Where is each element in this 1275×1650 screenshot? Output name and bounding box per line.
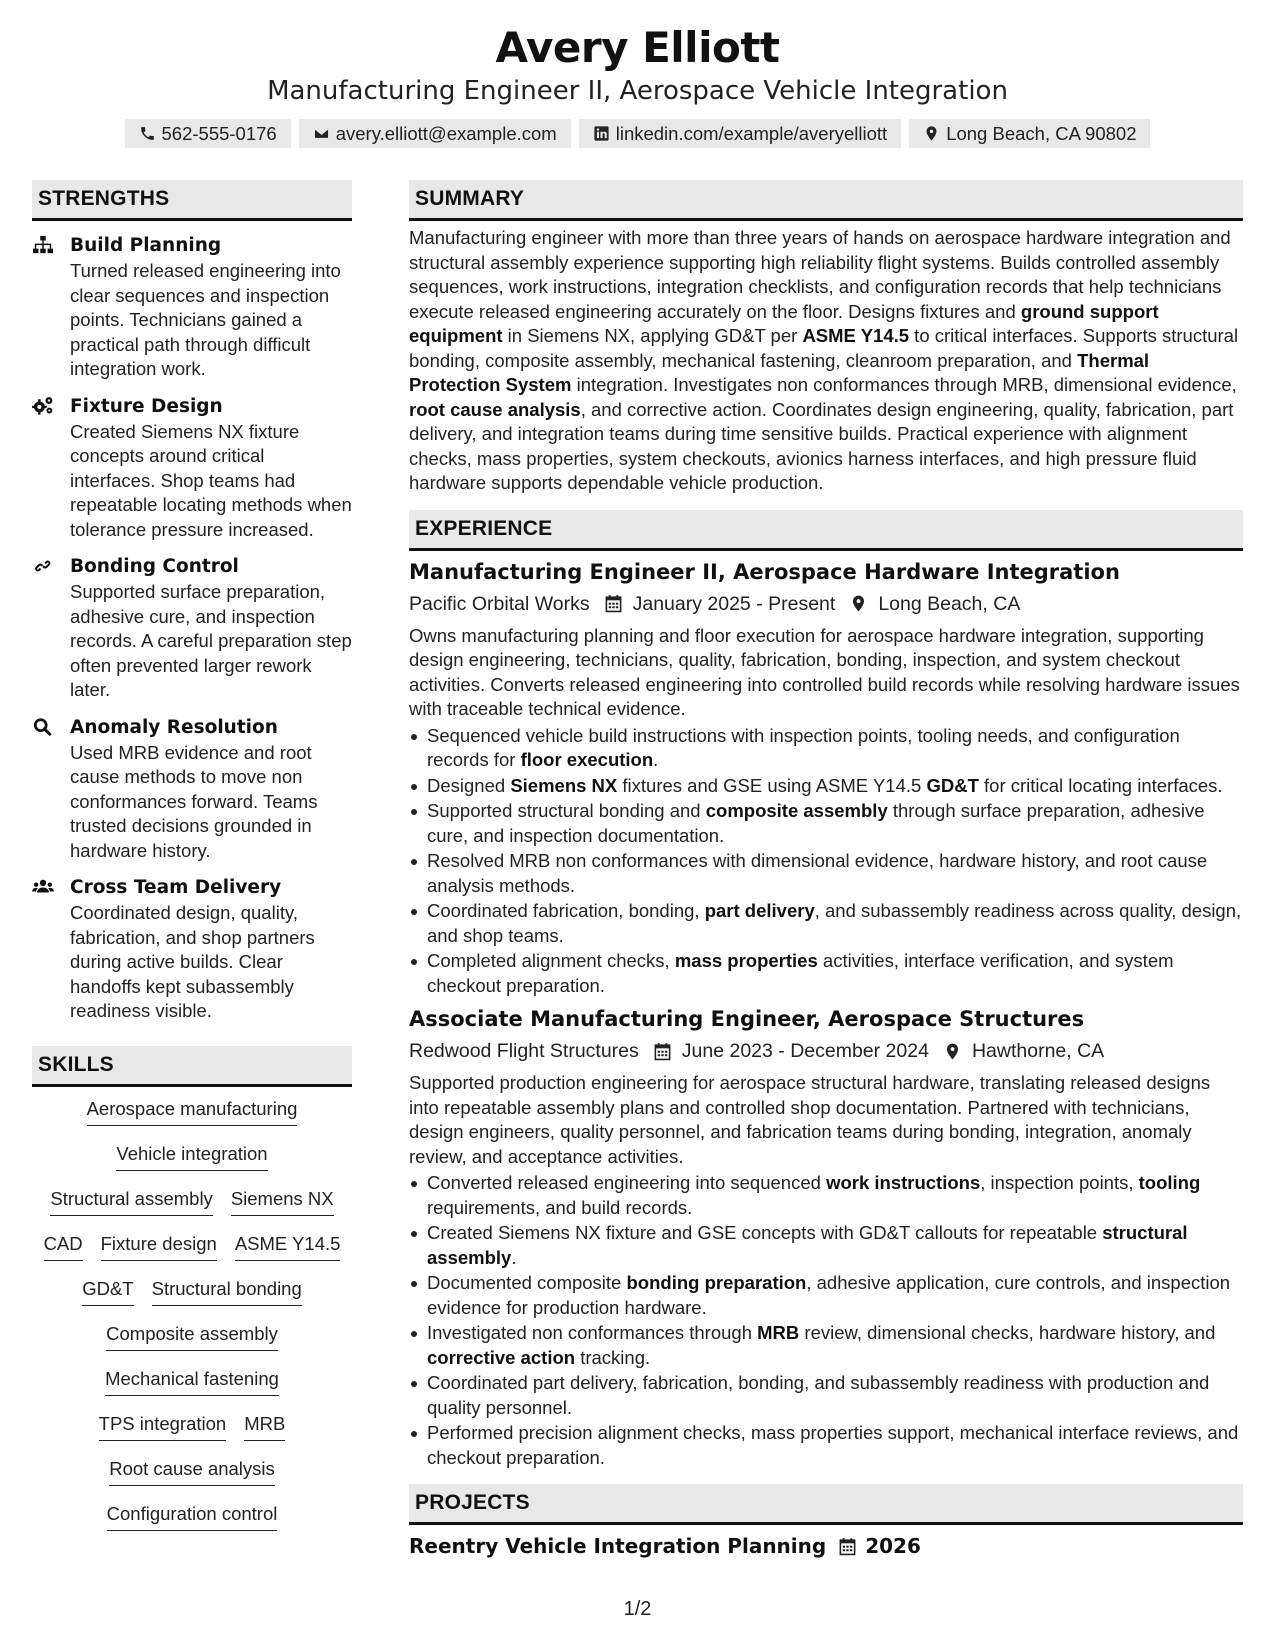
contact-phone-text: 562-555-0176 bbox=[161, 122, 277, 144]
bullet-item: Designed Siemens NX fixtures and GSE using ASME Y14.5 GD&T for critical locating interfaces. bbox=[409, 774, 1243, 799]
skill-tag: Composite assembly bbox=[106, 1322, 278, 1351]
skill-tag: Mechanical fastening bbox=[105, 1367, 279, 1396]
skills-heading: SKILLS bbox=[32, 1046, 352, 1087]
strength-item bbox=[32, 233, 352, 382]
skill-tag: Configuration control bbox=[107, 1502, 278, 1531]
skill-tag: CAD bbox=[44, 1232, 83, 1261]
bullet-item: Completed alignment checks, mass properties activities, interface verification, and system checkout preparation. bbox=[409, 949, 1243, 998]
bullet-item: Performed precision alignment checks, mass properties support, mechanical interface reviews, and checkout preparation. bbox=[409, 1421, 1243, 1470]
map-marker-icon bbox=[923, 125, 940, 142]
bullet-item: Resolved MRB non conformances with dimensional evidence, hardware history, and root cause analysis methods. bbox=[409, 849, 1243, 898]
bullet-item: Investigated non conformances through MRB review, dimensional checks, hardware history, and corrective action tracking. bbox=[409, 1321, 1243, 1370]
job-entry bbox=[409, 557, 1243, 999]
envelope-icon bbox=[313, 125, 330, 142]
skill-tag: MRB bbox=[244, 1412, 285, 1441]
summary-text: Manufacturing engineer with more than three years of hands on aerospace hardware integration and structural assembly experience supporting high reliability flight systems. Builds controlled assembly sequences, work instructions, integration checklists, and configuration records that help technicians execute released engineering accurately on the floor. Designs fixtures and ground support equipment in Siemens NX, applying GD&T per ASME Y14.5 to critical interfaces. Supports structural bonding, composite assembly, mechanical fastening, cleanroom preparation, and Thermal Protection System integration. Investigates non conformances through MRB, dimensional evidence, root cause analysis, and corrective action. Coordinates design engineering, quality, fabrication, part delivery, and integration teams during time sensitive builds. Practical experience with alignment checks, mass properties, system checkouts, avionics harness interfaces, and high pressure fluid hardware supports dependable vehicle production. bbox=[409, 227, 1239, 493]
contact-location-text: Long Beach, CA 90802 bbox=[946, 122, 1137, 144]
gears-icon bbox=[32, 396, 54, 416]
strength-desc: Created Siemens NX fixture concepts around critical interfaces. Shop teams had repeatable locating methods when tolerance pressure increased. bbox=[70, 420, 352, 540]
link-icon bbox=[32, 556, 54, 576]
bullet-item: Created Siemens NX fixture and GSE concepts with GD&T callouts for repeatable structural assembly. bbox=[409, 1221, 1243, 1270]
bullet-item: Documented composite bonding preparation, adhesive application, cure controls, and inspection evidence for production hardware. bbox=[409, 1271, 1243, 1320]
job-location: Hawthorne, CA bbox=[971, 1040, 1105, 1062]
strength-item bbox=[32, 554, 352, 703]
strengths-heading: STRENGTHS bbox=[32, 180, 352, 221]
skill-tag: GD&T bbox=[82, 1277, 133, 1306]
strength-title: Fixture Design bbox=[70, 395, 223, 417]
job-company: Pacific Orbital Works bbox=[409, 592, 590, 615]
job-description: Owns manufacturing planning and floor execution for aerospace hardware integration, supporting design engineering, technicians, quality, fabrication, bonding, inspection, and system checkout activities. Converts released engineering into controlled build records while resolving hardware issues with traceable technical evidence. bbox=[409, 624, 1240, 719]
strength-item bbox=[32, 875, 352, 1024]
job-bullets bbox=[409, 724, 1243, 999]
job-description: Supported production engineering for aerospace structural hardware, translating released designs into repeatable assembly plans and controlled shop documentation. Partnered with technicians, design engineers, quality personnel, and fabrication teams during bonding, integration, anomaly review, and acceptance activities. bbox=[409, 1072, 1211, 1167]
job-bullets bbox=[409, 1171, 1243, 1470]
projects-heading: PROJECTS bbox=[409, 1484, 1243, 1525]
project-title: Reentry Vehicle Integration Planning bbox=[409, 1534, 827, 1558]
strength-desc: Supported surface preparation, adhesive cure, and inspection records. A careful preparation step often prevented larger rework later. bbox=[70, 581, 352, 700]
contact-location bbox=[909, 119, 1150, 148]
candidate-name: Avery Elliott bbox=[495, 23, 780, 72]
skill-tag: Structural assembly bbox=[50, 1187, 212, 1216]
job-location: Long Beach, CA bbox=[878, 592, 1021, 615]
job-title: Manufacturing Engineer II, Aerospace Hardware Integration bbox=[409, 559, 1120, 584]
contact-linkedin[interactable] bbox=[579, 119, 901, 148]
search-icon bbox=[32, 717, 54, 737]
strength-title: Build Planning bbox=[70, 235, 222, 256]
job-dates: June 2023 - December 2024 bbox=[681, 1040, 929, 1062]
page-number: 1/2 bbox=[623, 1598, 652, 1620]
job-meta bbox=[409, 589, 1243, 619]
skill-tag: Structural bonding bbox=[152, 1277, 302, 1306]
summary-heading: SUMMARY bbox=[409, 180, 1243, 221]
project-entry bbox=[409, 1531, 1243, 1561]
job-meta bbox=[409, 1036, 1243, 1066]
bullet-item: Coordinated part delivery, fabrication, bonding, and subassembly readiness with production and quality personnel. bbox=[409, 1371, 1243, 1420]
bullet-item: Coordinated fabrication, bonding, part delivery, and subassembly readiness across quality, design, and shop teams. bbox=[409, 899, 1243, 948]
strength-desc: Turned released engineering into clear sequences and inspection points. Technicians gained a practical path through difficult integration work. bbox=[70, 260, 341, 379]
contact-email[interactable] bbox=[299, 119, 571, 148]
bullet-item: Supported structural bonding and composite assembly through surface preparation, adhesive cure, and inspection documentation. bbox=[409, 799, 1243, 848]
strength-desc: Used MRB evidence and root cause methods to move non conformances forward. Teams trusted decisions grounded in hardware history. bbox=[70, 741, 318, 861]
contact-email-text: avery.elliott@example.com bbox=[335, 122, 557, 144]
map-marker-icon bbox=[849, 594, 868, 613]
job-dates: January 2025 - Present bbox=[632, 592, 836, 615]
bullet-item: Converted released engineering into sequenced work instructions, inspection points, tooling requirements, and build records. bbox=[409, 1171, 1243, 1220]
project-year: 2026 bbox=[865, 1534, 921, 1558]
left-column bbox=[32, 180, 352, 1547]
strength-item bbox=[32, 394, 352, 543]
bullet-item: Sequenced vehicle build instructions with inspection points, tooling needs, and configuration records for floor execution. bbox=[409, 724, 1243, 773]
strength-desc: Coordinated design, quality, fabrication, and shop partners during active builds. Clear handoffs kept subassembly readiness visible. bbox=[70, 902, 315, 1021]
contact-bar bbox=[0, 119, 1275, 148]
contact-phone[interactable] bbox=[125, 119, 291, 148]
strength-title: Bonding Control bbox=[70, 556, 239, 577]
job-company: Redwood Flight Structures bbox=[409, 1040, 639, 1062]
calendar-icon bbox=[653, 1042, 672, 1061]
skills-list bbox=[32, 1087, 352, 1547]
skill-tag: Root cause analysis bbox=[109, 1457, 275, 1486]
calendar-icon bbox=[838, 1537, 857, 1556]
skill-tag: Aerospace manufacturing bbox=[87, 1097, 298, 1126]
phone-icon bbox=[139, 125, 156, 142]
candidate-title: Manufacturing Engineer II, Aerospace Vehicle Integration bbox=[267, 76, 1008, 106]
skill-tag: Vehicle integration bbox=[116, 1142, 267, 1171]
strength-title: Cross Team Delivery bbox=[70, 877, 282, 898]
sitemap-icon bbox=[32, 235, 54, 255]
linkedin-icon bbox=[593, 125, 610, 142]
experience-heading: EXPERIENCE bbox=[409, 510, 1243, 551]
users-icon bbox=[32, 877, 54, 897]
strength-title: Anomaly Resolution bbox=[70, 716, 278, 738]
skill-tag: Siemens NX bbox=[231, 1187, 334, 1216]
resume-header bbox=[0, 22, 1275, 148]
skill-tag: ASME Y14.5 bbox=[235, 1232, 341, 1261]
strength-item bbox=[32, 715, 352, 864]
calendar-icon bbox=[604, 594, 623, 613]
job-entry bbox=[409, 1004, 1243, 1470]
skill-tag: TPS integration bbox=[99, 1412, 227, 1441]
skill-tag: Fixture design bbox=[101, 1232, 217, 1261]
map-marker-icon bbox=[943, 1042, 962, 1061]
contact-linkedin-text: linkedin.com/example/averyelliott bbox=[615, 122, 888, 144]
job-title: Associate Manufacturing Engineer, Aerospace Structures bbox=[409, 1007, 1085, 1031]
right-column bbox=[409, 180, 1243, 1561]
